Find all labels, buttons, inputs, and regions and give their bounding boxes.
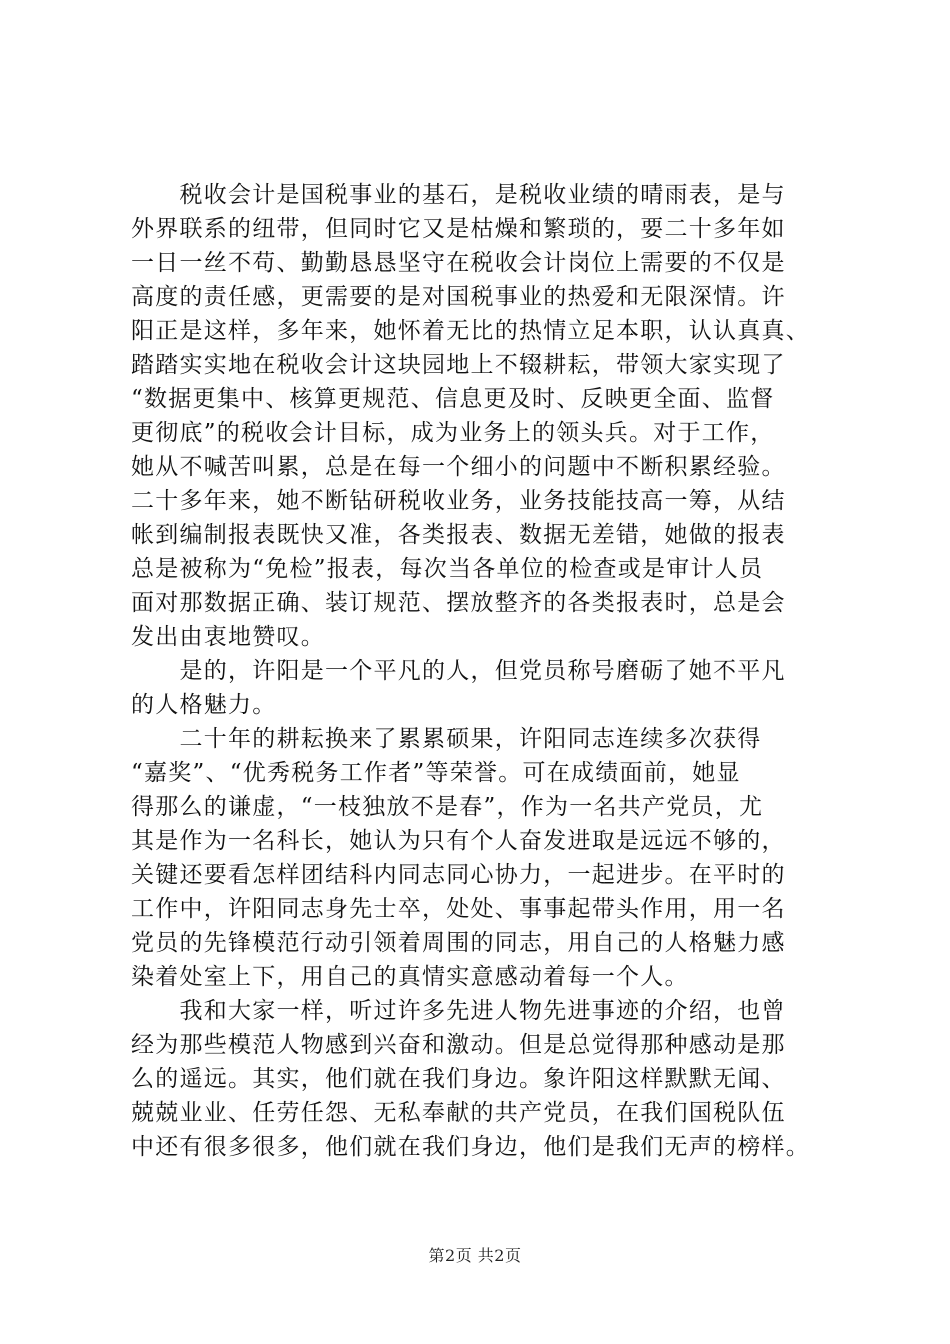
text-line: 更彻底”的税收会计目标，成为业务上的领头兵。对于工作， — [131, 420, 775, 446]
text-line: 工作中，许阳同志身先士卒，处处、事事起带头作用，用一名 — [131, 896, 786, 922]
text-line: 她从不喊苦叫累，总是在每一个细小的问题中不断积累经验。 — [131, 454, 786, 480]
text-line: 外界联系的纽带，但同时它又是枯燥和繁琐的，要二十多年如 — [131, 216, 786, 242]
text-line: 二十年的耕耘换来了累累硕果，许阳同志连续多次获得 — [131, 726, 762, 752]
text-line: “嘉奖”、“优秀税务工作者”等荣誉。可在成绩面前，她显 — [131, 760, 741, 786]
text-line: 阳正是这样，多年来，她怀着无比的热情立足本职，认认真真、 — [131, 318, 810, 344]
text-line: 帐到编制报表既快又准，各类报表、数据无差错，她做的报表 — [131, 522, 786, 548]
text-line: 发出由衷地赞叹。 — [131, 624, 325, 650]
text-line: 的人格魅力。 — [131, 692, 277, 718]
text-line: 党员的先锋模范行动引领着周围的同志，用自己的人格魅力感 — [131, 930, 786, 956]
text-line: 高度的责任感，更需要的是对国税事业的热爱和无限深情。许 — [131, 284, 786, 310]
text-line: 我和大家一样，听过许多先进人物先进事迹的介绍，也曾 — [131, 998, 786, 1024]
text-line: “数据更集中、核算更规范、信息更及时、反映更全面、监督 — [131, 386, 775, 412]
text-line: 二十多年来，她不断钻研税收业务，业务技能技高一筹，从结 — [131, 488, 786, 514]
text-line: 踏踏实实地在税收会计这块园地上不辍耕耘，带领大家实现了 — [131, 352, 786, 378]
text-line: 关键还要看怎样团结科内同志同心协力，一起进步。在平时的 — [131, 862, 786, 888]
text-line: 面对那数据正确、装订规范、摆放整齐的各类报表时，总是会 — [131, 590, 786, 616]
text-line: 染着处室上下，用自己的真情实意感动着每一个人。 — [131, 964, 689, 990]
text-line: 得那么的谦虚，“一枝独放不是春”，作为一名共产党员，尤 — [131, 794, 764, 820]
page-number-footer: 第2页 共2页 — [428, 1246, 522, 1265]
text-line: 税收会计是国税事业的基石，是税收业绩的晴雨表，是与 — [131, 182, 786, 208]
text-line: 经为那些模范人物感到兴奋和激动。但是总觉得那种感动是那 — [131, 1032, 786, 1058]
document-body — [131, 178, 831, 1164]
text-line: 么的遥远。其实，他们就在我们身边。象许阳这样默默无闻、 — [131, 1066, 786, 1092]
text-line: 兢兢业业、任劳任怨、无私奉献的共产党员，在我们国税队伍 — [131, 1100, 786, 1126]
text-line: 其是作为一名科长，她认为只有个人奋发进取是远远不够的， — [131, 828, 786, 854]
text-line: 一日一丝不苟、勤勤恳恳坚守在税收会计岗位上需要的不仅是 — [131, 250, 786, 276]
text-line: 中还有很多很多，他们就在我们身边，他们是我们无声的榜样。 — [131, 1134, 810, 1160]
text-line: 总是被称为“免检”报表，每次当各单位的检查或是审计人员 — [131, 556, 764, 582]
text-line: 是的，许阳是一个平凡的人，但党员称号磨砺了她不平凡 — [131, 658, 786, 684]
